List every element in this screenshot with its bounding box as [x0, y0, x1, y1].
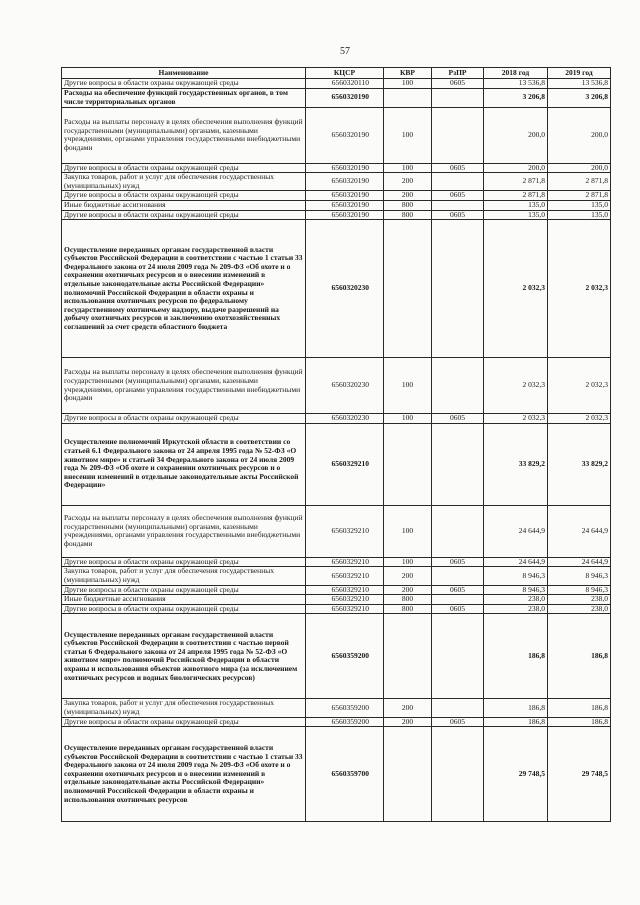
cell-kvr: 800: [384, 210, 432, 220]
cell-name: Другие вопросы в области охраны окружающей среды: [62, 604, 306, 614]
cell-2019: 2 032,3: [548, 220, 611, 358]
cell-kcsr: 6560320190: [306, 107, 384, 163]
cell-name: Закупка товаров, работ и услуг для обеспечения государственных (муниципальных) нужд: [62, 699, 306, 717]
cell-kcsr: 6560320190: [306, 200, 384, 210]
cell-2019: 8 946,3: [548, 567, 611, 585]
cell-2018: 200,0: [484, 107, 548, 163]
cell-kvr: 100: [384, 107, 432, 163]
cell-kvr: 100: [384, 358, 432, 414]
cell-2019: 186,8: [548, 717, 611, 727]
cell-name: Иные бюджетные ассигнования: [62, 200, 306, 210]
cell-name: Осуществление переданных органам государственной власти субъектов Российской Федерации в соответствии с частью 1 статьи 33 Федерального закона от 24 июля 2009 года № 209-ФЗ «Об охоте и о сохранении охотничьих ресурсов и о внесении изменений в отдельные законодательные акты Российской Федерации» полномочий Российской Федерации в области охраны и использования охотничьих ресурсов: [62, 727, 306, 822]
table-row: [62, 614, 611, 699]
cell-rzpr: 0605: [432, 191, 484, 201]
cell-rzpr: [432, 423, 484, 505]
cell-kvr: 200: [384, 191, 432, 201]
cell-2018: 8 946,3: [484, 567, 548, 585]
cell-rzpr: [432, 173, 484, 191]
cell-kcsr: 6560320230: [306, 220, 384, 358]
cell-rzpr: [432, 88, 484, 107]
cell-kvr: 800: [384, 595, 432, 605]
cell-rzpr: 0605: [432, 557, 484, 567]
table-row: [62, 727, 611, 822]
column-header-rzpr: РзПР: [432, 68, 484, 79]
cell-2018: 8 946,3: [484, 585, 548, 595]
cell-kcsr: 6560329210: [306, 423, 384, 505]
column-header-2019: 2019 год: [548, 68, 611, 79]
cell-2019: 135,0: [548, 210, 611, 220]
cell-2018: 24 644,9: [484, 505, 548, 557]
cell-rzpr: 0605: [432, 210, 484, 220]
table-row: [62, 699, 611, 717]
cell-kcsr: 6560359200: [306, 699, 384, 717]
table-row: [62, 423, 611, 505]
cell-name: Осуществление переданных органам государственной власти субъектов Российской Федерации в соответствии с частью первой статьи 6 Федерального закона от 24 апреля 1995 года № 52-ФЗ «О животном мире» полномочий Российской Федерации в области охраны и использования объектов животного мира (за исключением охотничьих ресурсов и водных биологических ресурсов): [62, 614, 306, 699]
cell-kvr: 800: [384, 604, 432, 614]
cell-kcsr: 6560320230: [306, 414, 384, 424]
cell-2018: 200,0: [484, 163, 548, 173]
cell-rzpr: [432, 595, 484, 605]
cell-rzpr: 0605: [432, 604, 484, 614]
cell-2018: 29 748,5: [484, 727, 548, 822]
table-row: [62, 163, 611, 173]
table-row: [62, 107, 611, 163]
cell-2019: 3 206,8: [548, 88, 611, 107]
cell-name: Другие вопросы в области охраны окружающей среды: [62, 717, 306, 727]
cell-2018: 2 032,3: [484, 220, 548, 358]
cell-2019: 238,0: [548, 595, 611, 605]
column-header-2018: 2018 год: [484, 68, 548, 79]
cell-kvr: 200: [384, 699, 432, 717]
cell-rzpr: [432, 614, 484, 699]
cell-2018: 238,0: [484, 595, 548, 605]
cell-kcsr: 6560329210: [306, 557, 384, 567]
cell-kvr: [384, 727, 432, 822]
column-header-name: Наименование: [62, 68, 306, 79]
cell-kcsr: 6560359200: [306, 717, 384, 727]
cell-rzpr: 0605: [432, 585, 484, 595]
cell-2018: 24 644,9: [484, 557, 548, 567]
cell-rzpr: [432, 727, 484, 822]
cell-2019: 8 946,3: [548, 585, 611, 595]
cell-rzpr: 0605: [432, 414, 484, 424]
cell-2019: 238,0: [548, 604, 611, 614]
cell-kvr: 800: [384, 200, 432, 210]
cell-2019: 24 644,9: [548, 557, 611, 567]
cell-2019: 200,0: [548, 107, 611, 163]
cell-name: Осуществление переданных органам государственной власти субъектов Российской Федерации в соответствии с частью 1 статьи 33 Федерального закона от 24 июля 2009 года № 209-ФЗ «Об охоте и о сохранении охотничьих ресурсов и о внесении изменений в отдельные законодательные акты Российской Федерации» полномочий Российской Федерации в области охраны и использования охотничьих ресурсов по федеральному государственному охотничьему надзору, выдаче разрешений на добычу охотничьих ресурсов и заключению охотхозяйственных соглашений за счет средств областного бюджета: [62, 220, 306, 358]
cell-kvr: 100: [384, 414, 432, 424]
table-row: [62, 79, 611, 89]
cell-kcsr: 6560320110: [306, 79, 384, 89]
cell-kcsr: 6560329210: [306, 505, 384, 557]
cell-2018: 238,0: [484, 604, 548, 614]
cell-kvr: [384, 220, 432, 358]
cell-2019: 2 032,3: [548, 414, 611, 424]
cell-kcsr: 6560359200: [306, 614, 384, 699]
cell-name: Осуществление полномочий Иркутской области в соответствии со статьей 6.1 Федерального закона от 24 апреля 1995 года № 52-ФЗ «О животном мире» и статьей 34 Федерального закона от 24 июля 2009 года № 209-ФЗ «Об охоте и сохранении охотничьих ресурсов и о внесении изменений в отдельные законодательные акты Российской Федерации»: [62, 423, 306, 505]
cell-kvr: 200: [384, 585, 432, 595]
cell-2019: 186,8: [548, 614, 611, 699]
table-row: [62, 505, 611, 557]
cell-kcsr: 6560320230: [306, 358, 384, 414]
cell-kvr: 100: [384, 505, 432, 557]
table-row: [62, 210, 611, 220]
cell-kvr: 200: [384, 717, 432, 727]
cell-kcsr: 6560329210: [306, 604, 384, 614]
table-header-row: [62, 68, 611, 79]
cell-2018: 135,0: [484, 210, 548, 220]
cell-name: Закупка товаров, работ и услуг для обеспечения государственных (муниципальных) нужд: [62, 173, 306, 191]
cell-rzpr: 0605: [432, 163, 484, 173]
budget-table: [61, 67, 611, 822]
cell-kvr: 100: [384, 163, 432, 173]
cell-2019: 200,0: [548, 163, 611, 173]
cell-kcsr: 6560359700: [306, 727, 384, 822]
cell-2018: 2 032,3: [484, 414, 548, 424]
cell-rzpr: [432, 505, 484, 557]
column-header-kcsr: КЦСР: [306, 68, 384, 79]
cell-2018: 2 871,8: [484, 173, 548, 191]
table-row: [62, 717, 611, 727]
cell-rzpr: [432, 567, 484, 585]
cell-2019: 2 871,8: [548, 191, 611, 201]
cell-kcsr: 6560320190: [306, 191, 384, 201]
cell-2018: 3 206,8: [484, 88, 548, 107]
cell-name: Иные бюджетные ассигнования: [62, 595, 306, 605]
cell-name: Другие вопросы в области охраны окружающей среды: [62, 210, 306, 220]
cell-kcsr: 6560320190: [306, 210, 384, 220]
cell-2019: 186,8: [548, 699, 611, 717]
table-row: [62, 604, 611, 614]
cell-name: Другие вопросы в области охраны окружающей среды: [62, 163, 306, 173]
table-row: [62, 557, 611, 567]
cell-kcsr: 6560329210: [306, 595, 384, 605]
cell-2018: 135,0: [484, 200, 548, 210]
table-row: [62, 567, 611, 585]
table-row: [62, 414, 611, 424]
cell-kvr: 100: [384, 557, 432, 567]
cell-name: Расходы на выплаты персоналу в целях обеспечения выполнения функций государственными (муниципальными) органами, казенными учреждениями, органами управления государственными внебюджетными фондами: [62, 358, 306, 414]
cell-kcsr: 6560320190: [306, 88, 384, 107]
cell-kvr: [384, 423, 432, 505]
table-row: [62, 220, 611, 358]
cell-2019: 2 871,8: [548, 173, 611, 191]
cell-2018: 186,8: [484, 717, 548, 727]
cell-name: Другие вопросы в области охраны окружающей среды: [62, 585, 306, 595]
cell-rzpr: [432, 200, 484, 210]
cell-kvr: 100: [384, 79, 432, 89]
cell-name: Расходы на выплаты персоналу в целях обеспечения выполнения функций государственными (муниципальными) органами, казенными учреждениями, органами управления государственными внебюджетными фондами: [62, 107, 306, 163]
cell-kvr: 200: [384, 173, 432, 191]
cell-2018: 2 032,3: [484, 358, 548, 414]
cell-kcsr: 6560329210: [306, 567, 384, 585]
cell-2018: 13 536,8: [484, 79, 548, 89]
table-row: [62, 585, 611, 595]
table-row: [62, 358, 611, 414]
cell-kvr: [384, 614, 432, 699]
cell-name: Другие вопросы в области охраны окружающей среды: [62, 414, 306, 424]
cell-2019: 29 748,5: [548, 727, 611, 822]
cell-2019: 135,0: [548, 200, 611, 210]
cell-rzpr: [432, 107, 484, 163]
cell-kcsr: 6560329210: [306, 585, 384, 595]
table-row: [62, 191, 611, 201]
cell-2018: 186,8: [484, 699, 548, 717]
cell-2019: 33 829,2: [548, 423, 611, 505]
cell-name: Другие вопросы в области охраны окружающей среды: [62, 79, 306, 89]
cell-name: Расходы на обеспечение функций государственных органов, в том числе территориальных органов: [62, 88, 306, 107]
cell-2018: 186,8: [484, 614, 548, 699]
cell-rzpr: [432, 699, 484, 717]
cell-name: Расходы на выплаты персоналу в целях обеспечения выполнения функций государственными (муниципальными) органами, казенными учреждениями, органами управления государственными внебюджетными фондами: [62, 505, 306, 557]
cell-name: Другие вопросы в области охраны окружающей среды: [62, 557, 306, 567]
cell-name: Другие вопросы в области охраны окружающей среды: [62, 191, 306, 201]
cell-kcsr: 6560320190: [306, 173, 384, 191]
cell-2019: 2 032,3: [548, 358, 611, 414]
cell-rzpr: 0605: [432, 717, 484, 727]
table-row: [62, 173, 611, 191]
cell-rzpr: [432, 358, 484, 414]
cell-kvr: [384, 88, 432, 107]
table-body: [62, 79, 611, 822]
cell-rzpr: 0605: [432, 79, 484, 89]
cell-kcsr: 6560320190: [306, 163, 384, 173]
cell-rzpr: [432, 220, 484, 358]
column-header-kvr: КВР: [384, 68, 432, 79]
cell-2019: 13 536,8: [548, 79, 611, 89]
table-row: [62, 595, 611, 605]
table-row: [62, 200, 611, 210]
cell-name: Закупка товаров, работ и услуг для обеспечения государственных (муниципальных) нужд: [62, 567, 306, 585]
cell-kvr: 200: [384, 567, 432, 585]
page-number: 57: [340, 46, 350, 57]
table-row: [62, 88, 611, 107]
cell-2018: 33 829,2: [484, 423, 548, 505]
cell-2018: 2 871,8: [484, 191, 548, 201]
cell-2019: 24 644,9: [548, 505, 611, 557]
